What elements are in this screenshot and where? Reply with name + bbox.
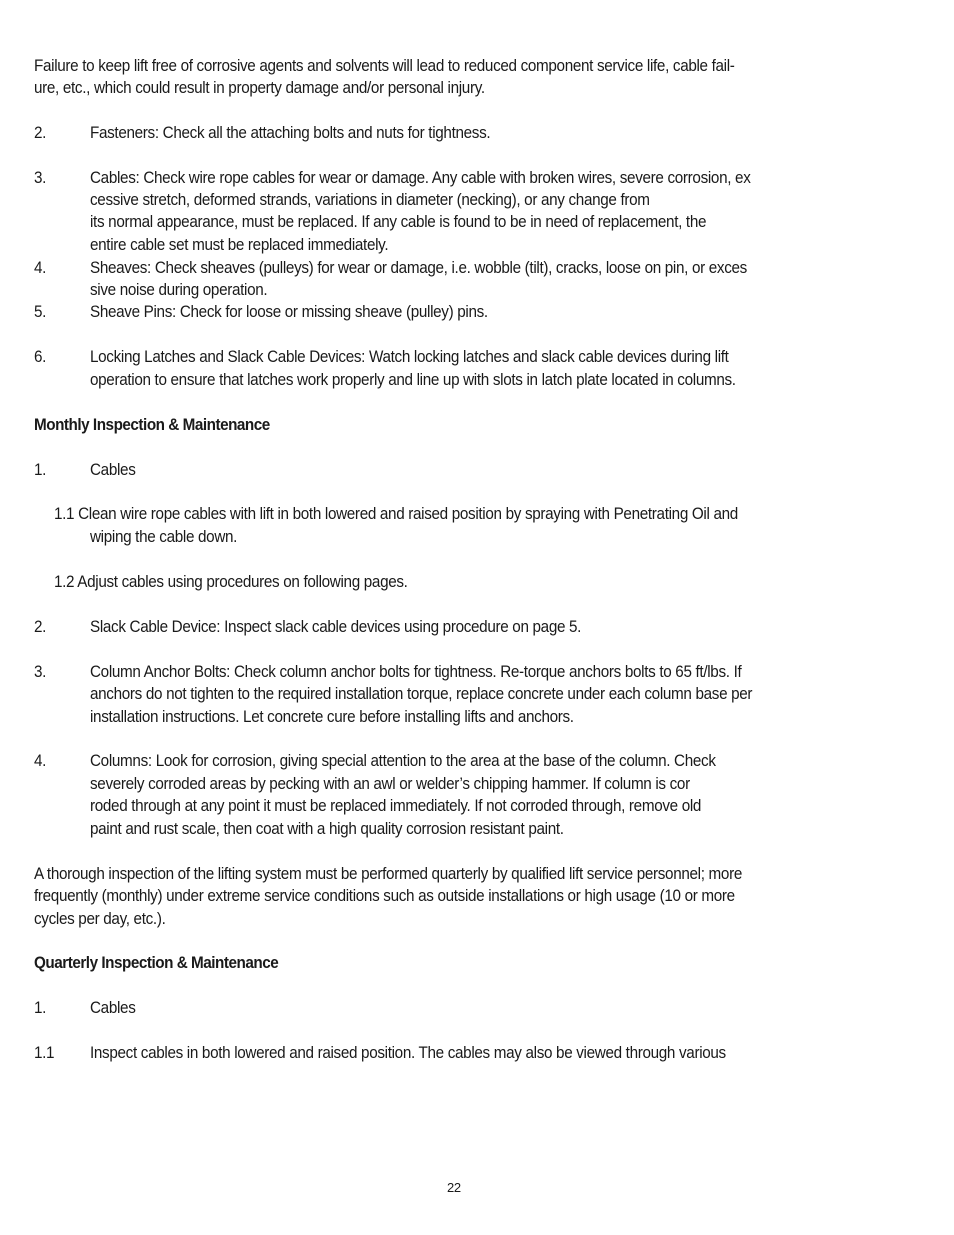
list-item-text: Locking Latches and Slack Cable Devices: Watch locking latches and slack cable devices during lift <box>90 348 729 366</box>
quarterly-intro-line: frequently (monthly) under extreme service conditions such as outside installations or high usage (10 or more <box>34 887 735 905</box>
list-item-text: Cables <box>90 999 136 1017</box>
list-item-text: paint and rust scale, then coat with a high quality corrosion resistant paint. <box>90 820 564 838</box>
quarterly-intro-line: A thorough inspection of the lifting system must be performed quarterly by qualified lift service personnel; more <box>34 865 742 883</box>
list-number: 4. <box>34 752 47 770</box>
list-number: 4. <box>34 259 47 277</box>
list-item-text: Slack Cable Device: Inspect slack cable devices using procedure on page 5. <box>90 618 582 636</box>
list-item-text: Inspect cables in both lowered and raised position. The cables may also be viewed through various <box>90 1044 726 1062</box>
intro-line: ure, etc., which could result in property damage and/or personal injury. <box>34 79 485 97</box>
list-item-text: Cables <box>90 461 136 479</box>
sub-item-text: 1.1 Clean wire rope cables with lift in both lowered and raised position by spraying with Penetrating Oil and <box>54 505 738 523</box>
list-item-text: entire cable set must be replaced immediately. <box>90 236 389 254</box>
list-number: 1. <box>34 999 47 1017</box>
list-item-text: sive noise during operation. <box>90 281 268 299</box>
sub-item-text: 1.2 Adjust cables using procedures on following pages. <box>54 573 408 591</box>
list-item-text: installation instructions. Let concrete cure before installing lifts and anchors. <box>90 708 574 726</box>
quarterly-heading: Quarterly Inspection & Maintenance <box>34 954 279 972</box>
list-item-text: severely corroded areas by pecking with an awl or welder’s chipping hammer. If column is cor <box>90 775 690 793</box>
list-item-text: its normal appearance, must be replaced. If any cable is found to be in need of replacement, the <box>90 213 707 231</box>
list-number: 2. <box>34 618 47 636</box>
list-item-text: Sheaves: Check sheaves (pulleys) for wear or damage, i.e. wobble (tilt), cracks, loose on pin, or exces <box>90 259 747 277</box>
quarterly-intro-line: cycles per day, etc.). <box>34 910 166 928</box>
list-item-text: Cables: Check wire rope cables for wear or damage. Any cable with broken wires, severe corrosion, ex <box>90 169 751 187</box>
list-item-text: operation to ensure that latches work properly and line up with slots in latch plate located in columns. <box>90 371 736 389</box>
list-item-text: roded through at any point it must be replaced immediately. If not corroded through, remove old <box>90 797 702 815</box>
list-number: 3. <box>34 169 47 187</box>
list-number: 6. <box>34 348 47 366</box>
list-number: 3. <box>34 663 47 681</box>
monthly-heading: Monthly Inspection & Maintenance <box>34 416 270 434</box>
list-number: 1. <box>34 461 47 479</box>
list-item-text: cessive stretch, deformed strands, variations in diameter (necking), or any change from <box>90 191 650 209</box>
sub-item-text: wiping the cable down. <box>90 528 238 546</box>
list-item-text: anchors do not tighten to the required installation torque, replace concrete under each column base per <box>90 685 753 703</box>
list-number: 5. <box>34 303 47 321</box>
page-number: 22 <box>447 1180 461 1195</box>
intro-line: Failure to keep lift free of corrosive agents and solvents will lead to reduced component service life, cable fail- <box>34 57 735 75</box>
list-item-text: Column Anchor Bolts: Check column anchor bolts for tightness. Re-torque anchors bolts to 65 ft/lbs. If <box>90 663 742 681</box>
list-number: 1.1 <box>34 1044 55 1062</box>
list-number: 2. <box>34 124 47 142</box>
list-item-text: Columns: Look for corrosion, giving special attention to the area at the base of the column. Check <box>90 752 716 770</box>
list-item-text: Sheave Pins: Check for loose or missing sheave (pulley) pins. <box>90 303 488 321</box>
list-item-text: Fasteners: Check all the attaching bolts and nuts for tightness. <box>90 124 491 142</box>
